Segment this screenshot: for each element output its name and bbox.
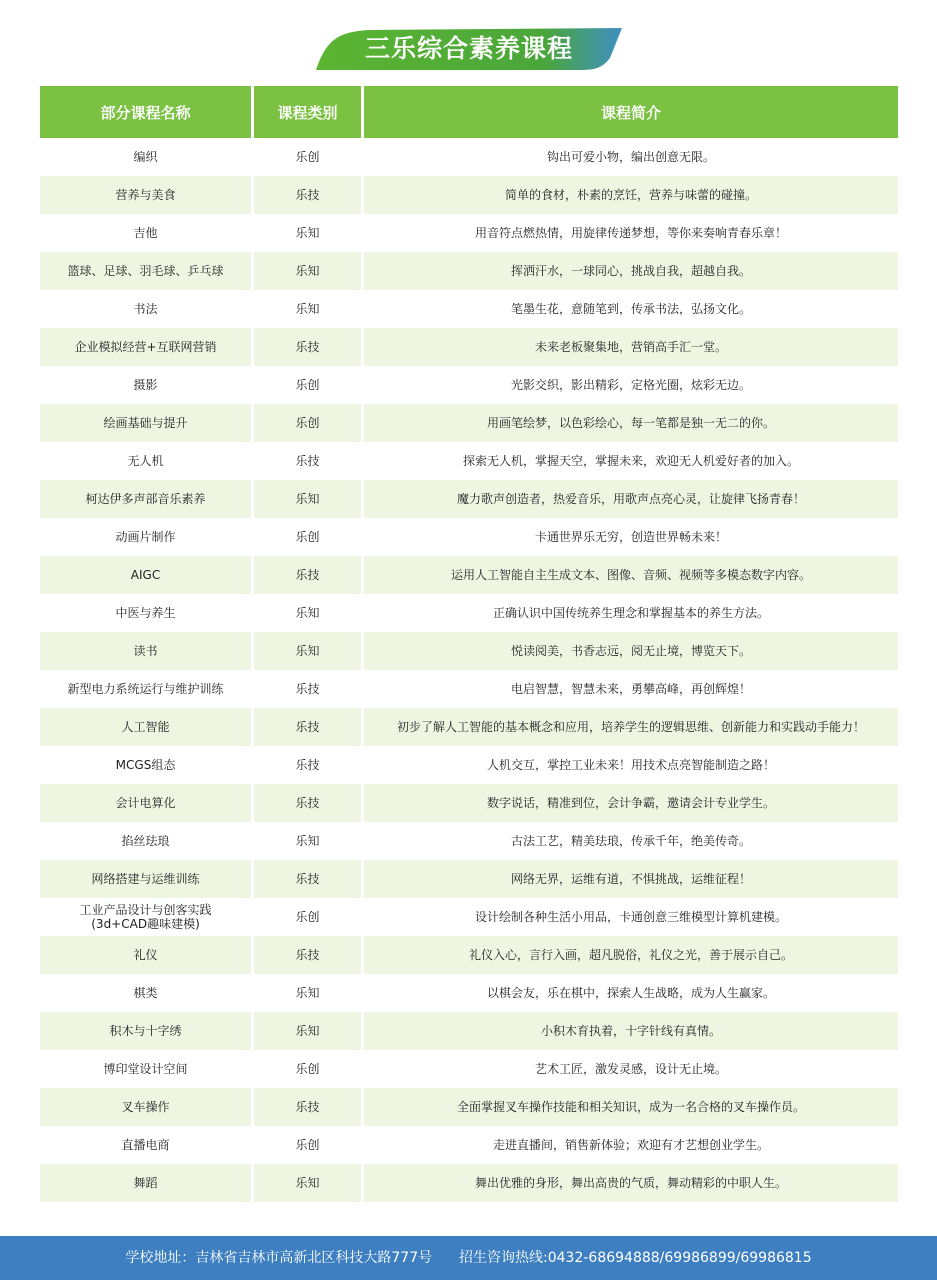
course-intro-cell: 悦读阅美，书香志远，阅无止境，博览天下。 bbox=[364, 632, 898, 670]
course-name-cell: 直播电商 bbox=[40, 1126, 254, 1164]
course-intro-cell: 走进直播间，销售新体验；欢迎有才艺想创业学生。 bbox=[364, 1126, 898, 1164]
course-name-cell: 中医与养生 bbox=[40, 594, 254, 632]
course-category-cell: 乐知 bbox=[254, 974, 364, 1012]
course-name-cell: 礼仪 bbox=[40, 936, 254, 974]
footer-text bbox=[0, 1236, 937, 1280]
course-name-cell: 企业模拟经营+互联网营销 bbox=[40, 328, 254, 366]
course-category-cell: 乐创 bbox=[254, 366, 364, 404]
table-row bbox=[40, 708, 898, 746]
table-row bbox=[40, 1050, 898, 1088]
course-intro-cell: 古法工艺，精美珐琅，传承千年，绝美传奇。 bbox=[364, 822, 898, 860]
table-row bbox=[40, 860, 898, 898]
course-intro-cell: 初步了解人工智能的基本概念和应用，培养学生的逻辑思维、创新能力和实践动手能力！ bbox=[364, 708, 898, 746]
course-category-cell: 乐技 bbox=[254, 442, 364, 480]
course-name-cell: AIGC bbox=[40, 556, 254, 594]
course-name-cell: 柯达伊多声部音乐素养 bbox=[40, 480, 254, 518]
course-category-cell: 乐知 bbox=[254, 290, 364, 328]
course-name-cell: 掐丝珐琅 bbox=[40, 822, 254, 860]
table-body bbox=[40, 138, 898, 1202]
table-row bbox=[40, 480, 898, 518]
course-category-cell: 乐技 bbox=[254, 328, 364, 366]
table-row bbox=[40, 214, 898, 252]
course-name-cell: 动画片制作 bbox=[40, 518, 254, 556]
course-category-cell: 乐知 bbox=[254, 594, 364, 632]
course-intro-cell: 艺术工匠，激发灵感，设计无止境。 bbox=[364, 1050, 898, 1088]
table-row bbox=[40, 328, 898, 366]
course-table bbox=[40, 86, 898, 1202]
table-row bbox=[40, 138, 898, 176]
course-category-cell: 乐创 bbox=[254, 138, 364, 176]
course-name-cell: 吉他 bbox=[40, 214, 254, 252]
course-category-cell: 乐技 bbox=[254, 176, 364, 214]
course-name-cell: 会计电算化 bbox=[40, 784, 254, 822]
course-category-cell: 乐创 bbox=[254, 518, 364, 556]
admission-hotline: 招生咨询热线:0432-68694888/69986899/69986815 bbox=[459, 1250, 812, 1266]
table-row bbox=[40, 822, 898, 860]
course-name-cell: 人工智能 bbox=[40, 708, 254, 746]
course-intro-cell: 光影交织，影出精彩，定格光圈，炫彩无边。 bbox=[364, 366, 898, 404]
course-intro-cell: 用音符点燃热情，用旋律传递梦想，等你来奏响青春乐章！ bbox=[364, 214, 898, 252]
course-category-cell: 乐技 bbox=[254, 708, 364, 746]
course-intro-cell: 挥洒汗水，一球同心，挑战自我，超越自我。 bbox=[364, 252, 898, 290]
course-name-cell: 棋类 bbox=[40, 974, 254, 1012]
course-name-cell: 书法 bbox=[40, 290, 254, 328]
table-row bbox=[40, 556, 898, 594]
course-intro-cell: 电启智慧，智慧未来，勇攀高峰，再创辉煌！ bbox=[364, 670, 898, 708]
table-row bbox=[40, 252, 898, 290]
footer-bar bbox=[0, 1236, 937, 1280]
table-row bbox=[40, 898, 898, 936]
table-row bbox=[40, 518, 898, 556]
table-row bbox=[40, 1012, 898, 1050]
course-name-cell: 编织 bbox=[40, 138, 254, 176]
table-row bbox=[40, 670, 898, 708]
course-intro-cell: 全面掌握叉车操作技能和相关知识，成为一名合格的叉车操作员。 bbox=[364, 1088, 898, 1126]
course-intro-cell: 舞出优雅的身形，舞出高贵的气质，舞动精彩的中职人生。 bbox=[364, 1164, 898, 1202]
course-intro-cell: 钩出可爱小物，编出创意无限。 bbox=[364, 138, 898, 176]
course-category-cell: 乐知 bbox=[254, 1012, 364, 1050]
course-intro-cell: 用画笔绘梦，以色彩绘心，每一笔都是独一无二的你。 bbox=[364, 404, 898, 442]
course-intro-cell: 小积木育执着，十字针线有真情。 bbox=[364, 1012, 898, 1050]
table-row bbox=[40, 594, 898, 632]
table-row bbox=[40, 442, 898, 480]
table-row bbox=[40, 176, 898, 214]
course-name-cell: 无人机 bbox=[40, 442, 254, 480]
course-intro-cell: 笔墨生花，意随笔到，传承书法，弘扬文化。 bbox=[364, 290, 898, 328]
course-intro-cell: 以棋会友，乐在棋中，探索人生战略，成为人生赢家。 bbox=[364, 974, 898, 1012]
course-name-cell: 绘画基础与提升 bbox=[40, 404, 254, 442]
table-row bbox=[40, 404, 898, 442]
course-intro-cell: 正确认识中国传统养生理念和掌握基本的养生方法。 bbox=[364, 594, 898, 632]
course-intro-cell: 探索无人机，掌握天空，掌握未来，欢迎无人机爱好者的加入。 bbox=[364, 442, 898, 480]
course-category-cell: 乐技 bbox=[254, 784, 364, 822]
course-intro-cell: 人机交互，掌控工业未来！用技术点亮智能制造之路！ bbox=[364, 746, 898, 784]
course-category-cell: 乐创 bbox=[254, 898, 364, 936]
course-name-cell: 叉车操作 bbox=[40, 1088, 254, 1126]
course-intro-cell: 设计绘制各种生活小用品，卡通创意三维模型计算机建模。 bbox=[364, 898, 898, 936]
course-intro-cell: 卡通世界乐无穷，创造世界畅未来！ bbox=[364, 518, 898, 556]
table-row bbox=[40, 1088, 898, 1126]
table-row bbox=[40, 746, 898, 784]
course-category-cell: 乐知 bbox=[254, 214, 364, 252]
course-category-cell: 乐创 bbox=[254, 1050, 364, 1088]
course-category-cell: 乐技 bbox=[254, 670, 364, 708]
course-name-cell: 摄影 bbox=[40, 366, 254, 404]
course-category-cell: 乐技 bbox=[254, 746, 364, 784]
course-name-cell: MCGS组态 bbox=[40, 746, 254, 784]
course-name-cell: 篮球、足球、羽毛球、乒乓球 bbox=[40, 252, 254, 290]
table-row bbox=[40, 1164, 898, 1202]
course-category-cell: 乐知 bbox=[254, 480, 364, 518]
course-category-cell: 乐创 bbox=[254, 404, 364, 442]
course-category-cell: 乐技 bbox=[254, 936, 364, 974]
course-intro-cell: 数字说话，精准到位，会计争霸，邀请会计专业学生。 bbox=[364, 784, 898, 822]
course-name-cell: 工业产品设计与创客实践 (3d+CAD趣味建模) bbox=[40, 898, 254, 936]
table-row bbox=[40, 784, 898, 822]
course-name-cell: 舞蹈 bbox=[40, 1164, 254, 1202]
title-banner bbox=[316, 28, 622, 70]
table-row bbox=[40, 632, 898, 670]
course-category-cell: 乐创 bbox=[254, 1126, 364, 1164]
table-row bbox=[40, 974, 898, 1012]
course-category-cell: 乐知 bbox=[254, 252, 364, 290]
course-name-cell: 读书 bbox=[40, 632, 254, 670]
table-row bbox=[40, 1126, 898, 1164]
course-category-cell: 乐技 bbox=[254, 860, 364, 898]
course-name-cell: 营养与美食 bbox=[40, 176, 254, 214]
course-intro-cell: 未来老板聚集地，营销高手汇一堂。 bbox=[364, 328, 898, 366]
table-row bbox=[40, 366, 898, 404]
page-title: 三乐综合素养课程 bbox=[364, 34, 573, 63]
header-course-category: 课程类别 bbox=[254, 86, 364, 138]
course-category-cell: 乐知 bbox=[254, 632, 364, 670]
course-name-cell: 新型电力系统运行与维护训练 bbox=[40, 670, 254, 708]
course-category-cell: 乐知 bbox=[254, 1164, 364, 1202]
course-intro-cell: 运用人工智能自主生成文本、图像、音频、视频等多模态数字内容。 bbox=[364, 556, 898, 594]
course-name-cell: 积木与十字绣 bbox=[40, 1012, 254, 1050]
course-name-cell: 网络搭建与运维训练 bbox=[40, 860, 254, 898]
table-row bbox=[40, 936, 898, 974]
course-category-cell: 乐技 bbox=[254, 1088, 364, 1126]
course-name-cell: 博印堂设计空间 bbox=[40, 1050, 254, 1088]
table-row bbox=[40, 290, 898, 328]
course-intro-cell: 魔力歌声创造者，热爱音乐，用歌声点亮心灵，让旋律飞扬青春！ bbox=[364, 480, 898, 518]
header-course-intro: 课程简介 bbox=[364, 86, 898, 138]
header-course-name: 部分课程名称 bbox=[40, 86, 254, 138]
course-intro-cell: 礼仪入心，言行入画，超凡脱俗，礼仪之光，善于展示自己。 bbox=[364, 936, 898, 974]
course-intro-cell: 网络无界，运维有道，不惧挑战，运维征程！ bbox=[364, 860, 898, 898]
course-category-cell: 乐技 bbox=[254, 556, 364, 594]
course-category-cell: 乐知 bbox=[254, 822, 364, 860]
table-header-row bbox=[40, 86, 898, 138]
school-address: 学校地址：吉林省吉林市高新北区科技大路777号 bbox=[125, 1250, 433, 1266]
course-intro-cell: 简单的食材，朴素的烹饪，营养与味蕾的碰撞。 bbox=[364, 176, 898, 214]
